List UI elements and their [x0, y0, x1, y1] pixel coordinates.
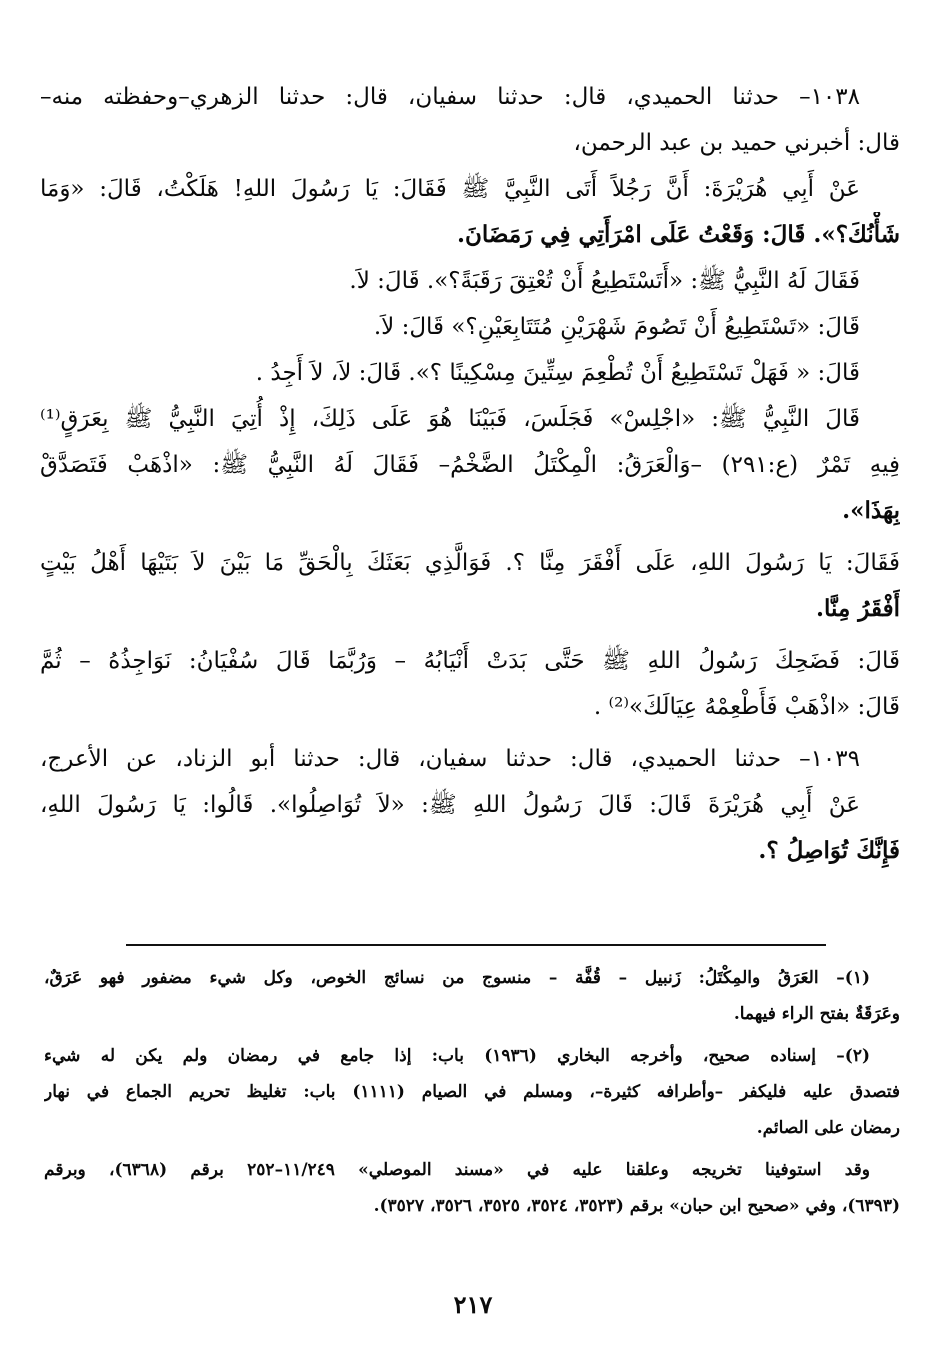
hadith-1038-matn-line-11: قَالَ: فَضَحِكَ رَسُولُ اللهِ ﷺ حَتَّى بَدَتْ أَنْيَابُهُ – وَرُبَّمَا قَالَ سُفْيَانُ: نَوَاجِذُهُ – ثُمَّ: [40, 648, 900, 674]
hadith-1038-matn-line-4: قَالَ: «تَسْتَطِيعُ أَنْ تَصُومَ شَهْرَيْنِ مُتَتَابِعَيْنِ؟» قَالَ: لاَ.: [373, 314, 860, 340]
hadith-1038-matn-line-10: أَفْقَرُ مِنَّا.: [816, 595, 900, 622]
hadith-1038-matn-line-2: شَأْنُكَ؟». قَالَ: وَقَعْتُ عَلَى امْرَأَتِي فِي رَمَضَانَ.: [457, 221, 900, 248]
hadith-1038-matn-line-12: قَالَ: «اذْهَبْ فَأَطْعِمْهُ عِيَالَكَ»⁽²⁾ .: [593, 694, 900, 720]
page-number: ٢١٧: [453, 1290, 493, 1319]
hadith-1038-matn-line-5: قَالَ: « فَهَلْ تَسْتَطِيعُ أَنْ تُطْعِمَ سِتِّينَ مِسْكِينًا ؟». قَالَ: لاَ، لاَ أَجِدُ .: [255, 360, 860, 386]
footnote-2-line-1: (٢)– إسناده صحيح، وأخرجه البخاري (١٩٣٦) باب: إذا جامع في رمضان ولم يكن له شيء: [44, 1046, 871, 1066]
hadith-1038-matn-line-6: قَالَ النَّبِيُّ ﷺ: «اجْلِسْ» فَجَلَسَ، فَبَيْنَا هُوَ عَلَى ذَلِكَ، إِذْ أُتِيَ النَّبِيُّ ﷺ بِعَرَقٍ⁽¹⁾: [40, 406, 860, 432]
footnote-2-line-2: فتصدق عليه فليكفر –وأطرافه كثيرة–، ومسلم في الصيام (١١١١) باب: تغليظ تحريم الجماع في نهار: [44, 1082, 900, 1102]
hadith-1038-matn-line-9: فَقَالَ: يَا رَسُولَ اللهِ، عَلَى أَفْقَرَ مِنَّا ؟. فَوَالَّذِي بَعَثَكَ بِالْحَقِّ مَا بَيْنَ لاَ بَتَيْهَا أَهْلُ بَيْتٍ: [40, 550, 900, 576]
footnote-1-line-2: وعَرَقَةٌ بفتح الراء فيهما.: [733, 1004, 900, 1024]
hadith-1038-matn-line-3: فَقَالَ لَهُ النَّبِيُّ ﷺ: «أَتَسْتَطِيعُ أَنْ تُعْتِقَ رَقَبَةً؟». قَالَ: لاَ.: [349, 268, 860, 294]
footnote-1-line-1: (١)– العَرَقُ والمِكْتَلُ: زَنبيل – قُفَّة – منسوج من نسائج الخوص، وكل شيء مضفور فهو عَرَقٌ،: [44, 968, 870, 988]
hadith-1038-matn-line-1: عَنْ أَبِي هُرَيْرَةَ: أَنَّ رَجُلاً أَتَى النَّبِيَّ ﷺ فَقَالَ: يَا رَسُولَ اللهِ! هَلَكْتُ، قَالَ: «وَمَا: [40, 176, 860, 202]
hadith-1038-isnad-line-2: قال: أخبرني حميد بن عبد الرحمن،: [573, 130, 900, 156]
footnote-2-line-3: رمضان على الصائم.: [756, 1118, 900, 1138]
hadith-1038-matn-line-8: بِهَذَا».: [842, 497, 900, 524]
footnotes: [44, 960, 900, 1224]
hadith-1039-matn-line-2: فَإِنَّكَ تُوَاصِلُ ؟.: [758, 837, 900, 864]
hadith-1039-matn-line-1: عَنْ أَبِي هُرَيْرَةَ قَالَ: قَالَ رَسُولُ اللهِ ﷺ: «لاَ تُوَاصِلُوا». قَالُوا: يَا رَسُولَ اللهِ،: [40, 792, 860, 818]
hadith-1038-matn-line-7: فِيهِ تَمْرٌ (ع:٢٩١) –وَالْعَرَقُ: الْمِكْتَلُ الضَّخْمُ– فَقَالَ لَهُ النَّبِيُّ ﷺ: «اذْهَبْ فَتَصَدَّقْ: [40, 452, 900, 478]
hadith-1038-isnad-line-1: ١٠٣٨– حدثنا الحميدي، قال: حدثنا سفيان، قال: حدثنا الزهري–وحفظته منه–: [40, 84, 860, 110]
footnote-2-line-5: (٦٣٩٣)، وفي «صحيح ابن حبان» برقم (٣٥٢٣، ٣٥٢٤، ٣٥٢٥، ٣٥٢٦، ٣٥٢٧).: [373, 1196, 900, 1216]
main-text: [40, 74, 900, 874]
footnote-2-line-4: وقد استوفينا تخريجه وعلقنا عليه في «مسند الموصلي» ١١/٢٤٩–٢٥٢ برقم (٦٣٦٨)، وبرقم: [44, 1160, 870, 1180]
footnote-divider: [126, 944, 826, 946]
hadith-1039-isnad-line: ١٠٣٩– حدثنا الحميدي، قال: حدثنا سفيان، قال: حدثنا أبو الزناد، عن الأعرج،: [40, 746, 860, 772]
